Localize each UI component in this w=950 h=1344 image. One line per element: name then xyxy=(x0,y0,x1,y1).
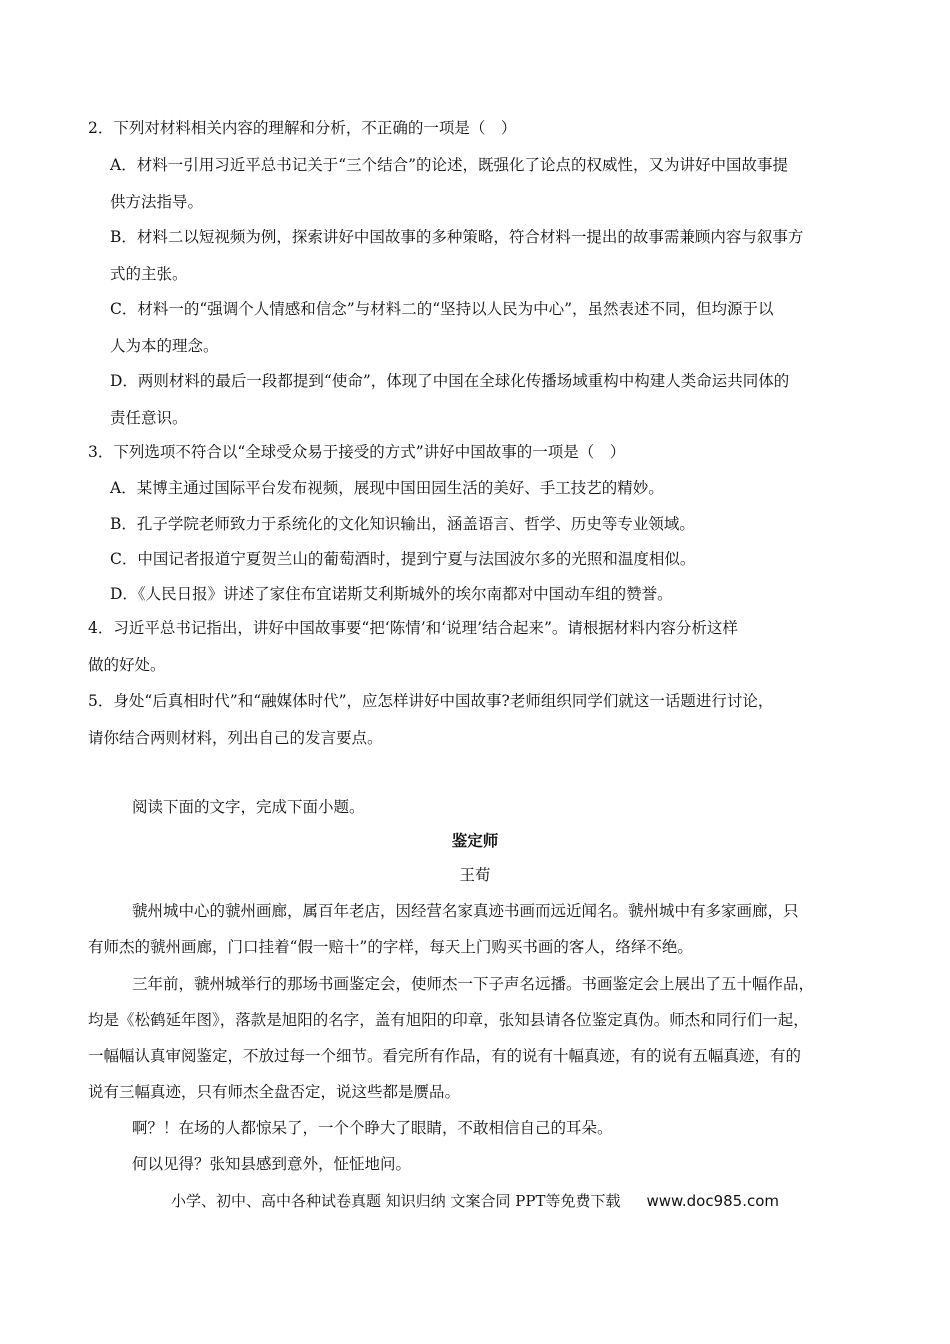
question-4-cont: 做的好处。 xyxy=(88,656,166,674)
question-5-cont: 请你结合两则材料，列出自己的发言要点。 xyxy=(88,729,383,747)
story-paragraph-2: 三年前，虢州城举行的那场书画鉴定会，使师杰一下子声名远播。书画鉴定会上展出了五十幅作品， xyxy=(132,975,815,993)
question-2-option-b-cont: 式的主张。 xyxy=(110,265,188,283)
story-paragraph-1: 虢州城中心的虢州画廊，属百年老店，因经营名家真迹书画而远近闻名。虢州城中有多家画廊，只 xyxy=(132,902,799,920)
story-paragraph-3: 啊？！在场的人都惊呆了，一个个睁大了眼睛，不敢相信自己的耳朵。 xyxy=(132,1119,613,1137)
question-4: 4．习近平总书记指出，讲好中国故事要“把‘陈情’和‘说理’结合起来”。请根据材料内容分析这样 xyxy=(88,619,738,637)
question-3-option-c: C．中国记者报道宁夏贺兰山的葡萄酒时，提到宁夏与法国波尔多的光照和温度相似。 xyxy=(110,550,696,568)
question-2-option-c: C．材料一的“强调个人情感和信念”与材料二的“坚持以人民为中心”，虽然表述不同，但均源于以 xyxy=(110,300,774,318)
question-2-option-a: A．材料一引用习近平总书记关于“三个结合”的论述，既强化了论点的权威性，又为讲好中国故事提 xyxy=(110,156,789,174)
question-2-stem: 2．下列对材料相关内容的理解和分析，不正确的一项是（ ） xyxy=(88,119,517,137)
question-2-option-a-cont: 供方法指导。 xyxy=(110,193,204,211)
story-paragraph-2-line2: 均是《松鹤延年图》，落款是旭阳的名字，盖有旭阳的印章，张知县请各位鉴定真伪。师杰和同行们一起， xyxy=(88,1011,809,1029)
story-paragraph-2-line3: 一幅幅认真审阅鉴定，不放过每一个细节。看完所有作品，有的说有十幅真迹，有的说有五幅真迹，有的 xyxy=(88,1047,802,1065)
question-2-option-b: B．材料二以短视频为例，探索讲好中国故事的多种策略，符合材料一提出的故事需兼顾内容与叙事方 xyxy=(110,228,804,246)
question-2-option-d-cont: 责任意识。 xyxy=(110,409,188,427)
question-5: 5．身处“后真相时代”和“融媒体时代”，应怎样讲好中国故事?老师组织同学们就这一话题进行讨论， xyxy=(88,692,774,710)
question-2-option-c-cont: 人为本的理念。 xyxy=(110,337,219,355)
question-3-stem: 3．下列选项不符合以“全球受众易于接受的方式”讲好中国故事的一项是（ ） xyxy=(88,443,626,461)
question-3-option-a: A．某博主通过国际平台发布视频，展现中国田园生活的美好、手工技艺的精妙。 xyxy=(110,479,664,497)
question-3-option-d: D．《人民日报》讲述了家住布宜诺斯艾利斯城外的埃尔南都对中国动车组的赞誉。 xyxy=(110,585,673,603)
page-footer xyxy=(0,1190,950,1212)
story-paragraph-2-line4: 说有三幅真迹，只有师杰全盘否定，说这些都是赝品。 xyxy=(88,1083,461,1101)
story-paragraph-4: 何以见得？张知县感到意外，怔怔地问。 xyxy=(132,1155,412,1173)
story-paragraph-1-cont: 有师杰的虢州画廊，门口挂着“假一赔十”的字样，每天上门购买书画的客人，络绎不绝。 xyxy=(88,938,693,956)
footer-text: 小学、初中、高中各种试卷真题 知识归纳 文案合同 PPT等免费下载 xyxy=(170,1192,621,1210)
story-author: 王荀 xyxy=(459,866,491,884)
footer-site-link[interactable]: www.doc985.com xyxy=(646,1192,780,1210)
question-2-option-d: D．两则材料的最后一段都提到“使命”，体现了中国在全球化传播场域重构中构建人类命运共同体的 xyxy=(110,372,790,390)
story-title: 鉴定师 xyxy=(451,831,499,850)
reading-instruction: 阅读下面的文字，完成下面小题。 xyxy=(132,798,365,816)
question-3-option-b: B．孔子学院老师致力于系统化的文化知识输出，涵盖语言、哲学、历史等专业领域。 xyxy=(110,515,695,533)
